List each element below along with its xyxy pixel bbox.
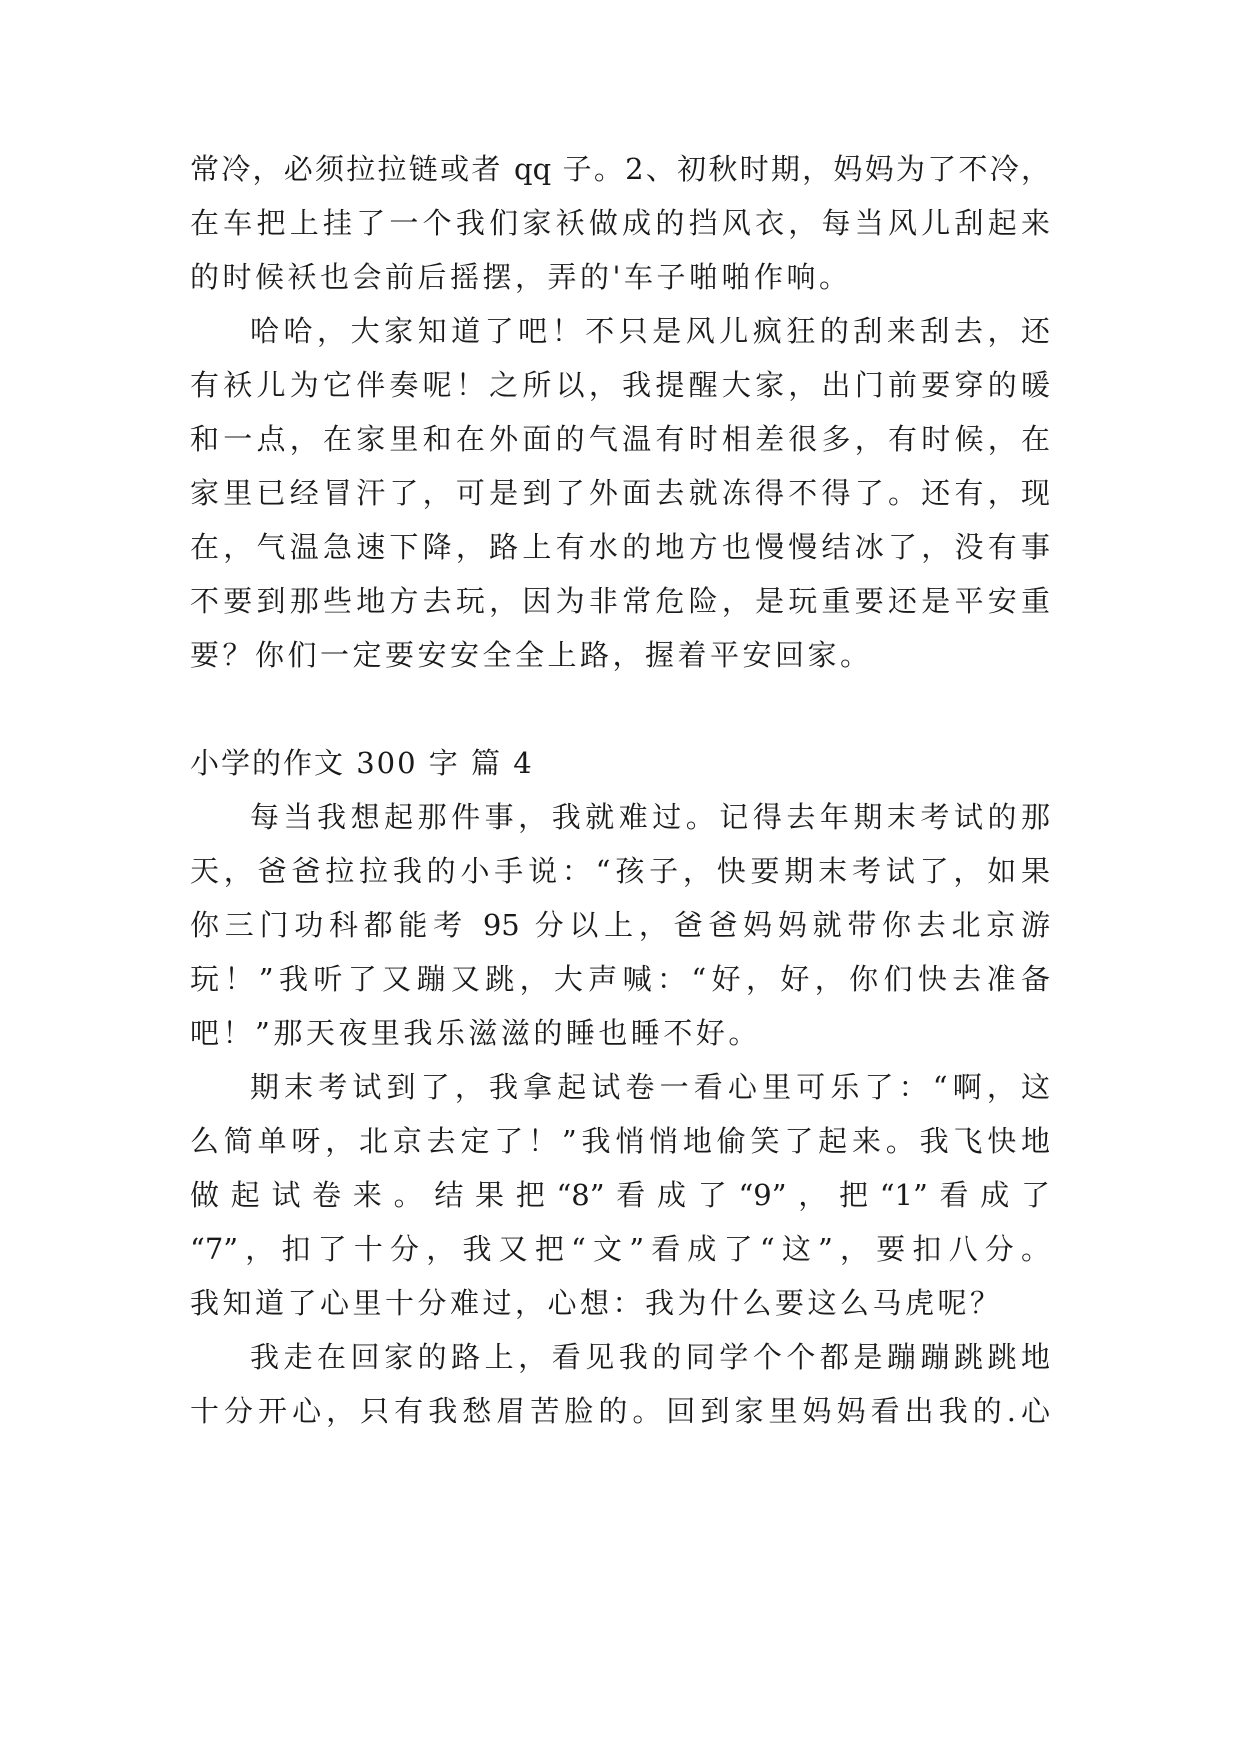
- paragraph-5-line-2: 十分开心，只有我愁眉苦脸的。回到家里妈妈看出我的.心: [190, 1394, 1050, 1428]
- paragraph-1-line-2: 在车把上挂了一个我们家袄做成的挡风衣，每当风儿刮起来: [190, 206, 1050, 240]
- paragraph-4-line-4: “7”，扣了十分，我又把“文”看成了“这”，要扣八分。: [190, 1232, 1050, 1266]
- paragraph-3-line-3: 你三门功科都能考 95 分以上，爸爸妈妈就带你去北京游: [190, 908, 1050, 942]
- paragraph-3-line-5: 吧！”那天夜里我乐滋滋的睡也睡不好。: [190, 1016, 761, 1050]
- paragraph-4-line-5: 我知道了心里十分难过，心想：我为什么要这么马虎呢？: [190, 1286, 1003, 1320]
- section-heading: 小学的作文 300 字 篇 4: [190, 746, 534, 780]
- paragraph-1-line-1: 常冷，必须拉拉链或者 qq 子。2、初秋时期，妈妈为了不冷，: [190, 152, 1050, 186]
- paragraph-2-line-1: 哈哈，大家知道了吧！不只是风儿疯狂的刮来刮去，还: [250, 314, 1050, 348]
- paragraph-2-line-6: 不要到那些地方去玩，因为非常危险，是玩重要还是平安重: [190, 584, 1050, 618]
- paragraph-2-line-5: 在，气温急速下降，路上有水的地方也慢慢结冰了，没有事: [190, 530, 1050, 564]
- paragraph-2-line-3: 和一点，在家里和在外面的气温有时相差很多，有时候，在: [190, 422, 1050, 456]
- paragraph-4-line-2: 么简单呀，北京去定了！”我悄悄地偷笑了起来。我飞快地: [190, 1124, 1050, 1158]
- paragraph-3-line-2: 天，爸爸拉拉我的小手说：“孩子，快要期末考试了，如果: [190, 854, 1050, 888]
- paragraph-1-line-3: 的时候袄也会前后摇摆，弄的'车子啪啪作响。: [190, 260, 852, 294]
- paragraph-4-line-3: 做起试卷来。结果把“8”看成了“9”，把“1”看成了: [190, 1178, 1050, 1212]
- paragraph-2-line-4: 家里已经冒汗了，可是到了外面去就冻得不得了。还有，现: [190, 476, 1050, 510]
- paragraph-2-line-7: 要？你们一定要安安全全上路，握着平安回家。: [190, 638, 873, 672]
- paragraph-5-line-1: 我走在回家的路上，看见我的同学个个都是蹦蹦跳跳地: [250, 1340, 1050, 1374]
- paragraph-4-line-1: 期末考试到了，我拿起试卷一看心里可乐了：“啊，这: [250, 1070, 1050, 1104]
- paragraph-3-line-1: 每当我想起那件事，我就难过。记得去年期末考试的那: [250, 800, 1050, 834]
- paragraph-2-line-2: 有袄儿为它伴奏呢！之所以，我提醒大家，出门前要穿的暖: [190, 368, 1050, 402]
- paragraph-3-line-4: 玩！”我听了又蹦又跳，大声喊：“好，好，你们快去准备: [190, 962, 1050, 996]
